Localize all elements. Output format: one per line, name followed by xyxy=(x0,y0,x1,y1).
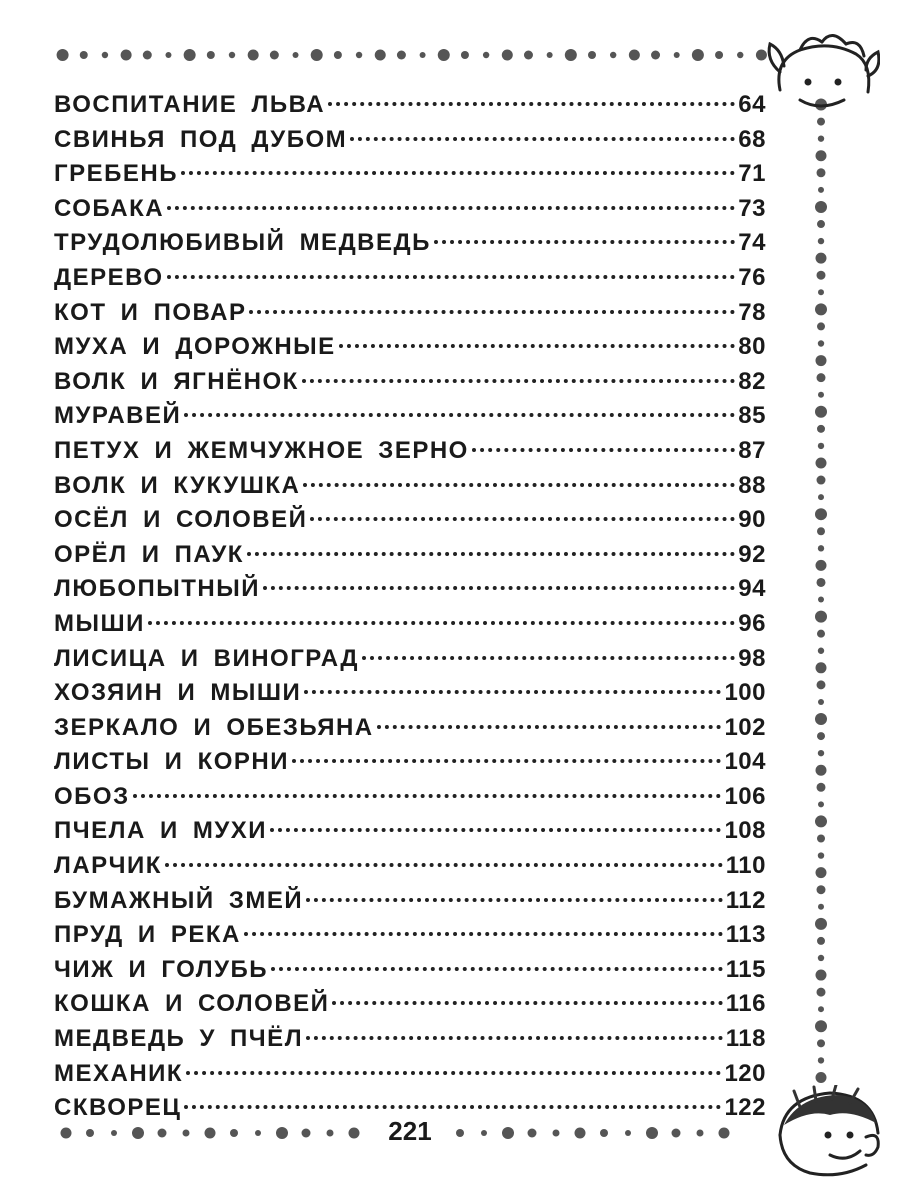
border-dot xyxy=(818,187,824,193)
toc-entry-title: МЕДВЕДЬ У ПЧЁЛ xyxy=(54,1025,304,1053)
border-dot xyxy=(818,238,824,244)
toc-entry[interactable] xyxy=(54,296,766,331)
border-dot xyxy=(815,406,827,418)
toc-entry[interactable] xyxy=(54,884,766,919)
border-dot xyxy=(456,1129,464,1137)
toc-entry-title: ДЕРЕВО xyxy=(54,263,164,291)
toc-entry-page: 122 xyxy=(724,1094,766,1122)
toc-entry-title: ГРЕБЕНЬ xyxy=(54,160,178,188)
border-dot xyxy=(815,508,827,520)
border-dot xyxy=(132,1127,144,1139)
toc-entry-title: МУРАВЕЙ xyxy=(54,402,182,430)
toc-entry-page: 90 xyxy=(738,506,766,534)
border-dot xyxy=(816,253,827,264)
toc-entry-page: 115 xyxy=(725,955,766,983)
border-dot xyxy=(818,340,824,346)
border-dot xyxy=(230,1129,238,1137)
border-dot xyxy=(102,52,108,58)
dot-leader xyxy=(302,379,736,383)
border-dot xyxy=(737,52,743,58)
toc-entry-title: БУМАЖНЫЙ ЗМЕЙ xyxy=(54,886,304,914)
border-dot xyxy=(816,150,827,161)
border-dot xyxy=(349,1128,360,1139)
border-dot xyxy=(815,918,827,930)
border-dot xyxy=(334,51,342,59)
dot-leader xyxy=(184,413,735,417)
border-dot xyxy=(818,597,824,603)
border-dot xyxy=(674,52,680,58)
toc-entry-page: 80 xyxy=(738,333,766,361)
toc-entry[interactable] xyxy=(54,157,766,192)
toc-entry[interactable] xyxy=(54,123,766,158)
dot-leader xyxy=(306,898,723,902)
dot-leader xyxy=(249,310,735,314)
dot-leader xyxy=(332,1001,722,1005)
border-dot xyxy=(57,49,69,61)
border-dot xyxy=(816,1072,827,1083)
toc-entry-title: ЗЕРКАЛО И ОБЕЗЬЯНА xyxy=(54,713,374,741)
toc-entry[interactable] xyxy=(54,745,766,780)
toc-entry-title: КОШКА И СОЛОВЕЙ xyxy=(54,990,330,1018)
border-dot xyxy=(483,52,489,58)
toc-entry-title: ТРУДОЛЮБИВЫЙ МЕДВЕДЬ xyxy=(54,229,431,257)
toc-entry[interactable] xyxy=(54,261,766,296)
toc-entry-page: 106 xyxy=(724,782,766,810)
dot-leader xyxy=(339,344,736,348)
border-dot xyxy=(327,1130,334,1137)
toc-entry-page: 87 xyxy=(738,436,766,464)
toc-entry-title: ОБОЗ xyxy=(54,782,130,810)
border-dot xyxy=(719,1128,730,1139)
toc-entry[interactable] xyxy=(54,642,766,677)
toc-entry-title: ЛАРЧИК xyxy=(54,852,162,880)
toc-entry-title: ЛЮБОПЫТНЫЙ xyxy=(54,575,260,603)
toc-entry[interactable] xyxy=(54,503,766,538)
border-dot xyxy=(600,1129,608,1137)
toc-entry-title: МЕХАНИК xyxy=(54,1059,184,1087)
border-dot xyxy=(817,783,826,792)
dot-leader xyxy=(181,171,735,175)
toc-entry-page: 113 xyxy=(725,921,766,949)
toc-entry[interactable] xyxy=(54,434,766,469)
border-dot xyxy=(80,51,88,59)
toc-entry-title: СВИНЬЯ ПОД ДУБОМ xyxy=(54,125,348,153)
border-dot xyxy=(61,1128,72,1139)
border-dot xyxy=(672,1129,681,1138)
toc-entry[interactable] xyxy=(54,953,766,988)
dot-leader xyxy=(434,240,735,244)
border-dot xyxy=(158,1129,167,1138)
toc-entry[interactable] xyxy=(54,226,766,261)
border-dot xyxy=(438,49,450,61)
toc-entry-page: 78 xyxy=(738,298,766,326)
border-dot xyxy=(547,52,553,58)
border-dot xyxy=(815,201,827,213)
dot-leader xyxy=(148,621,735,625)
toc-entry[interactable] xyxy=(54,88,766,123)
toc-entry-page: 110 xyxy=(725,852,766,880)
border-dot xyxy=(502,50,513,61)
toc-entry[interactable] xyxy=(54,918,766,953)
border-dot xyxy=(528,1129,537,1138)
border-dot xyxy=(817,220,825,228)
table-of-contents xyxy=(54,88,766,1126)
dot-leader xyxy=(133,794,722,798)
dot-leader xyxy=(377,725,722,729)
border-dot xyxy=(397,51,406,60)
toc-entry-page: 120 xyxy=(724,1059,766,1087)
border-dot xyxy=(818,135,824,141)
toc-entry[interactable] xyxy=(54,1022,766,1057)
border-dot xyxy=(818,545,824,551)
toc-entry-page: 104 xyxy=(724,748,766,776)
toc-entry[interactable] xyxy=(54,1057,766,1092)
border-dot xyxy=(816,662,827,673)
border-dot xyxy=(86,1129,94,1137)
border-dot xyxy=(715,51,723,59)
border-dot xyxy=(111,1130,117,1136)
toc-entry-title: ПЧЕЛА И МУХИ xyxy=(54,817,268,845)
toc-entry[interactable] xyxy=(54,469,766,504)
border-dot xyxy=(524,51,533,60)
border-dot xyxy=(270,51,279,60)
border-dot xyxy=(165,52,171,58)
border-dot xyxy=(205,1128,216,1139)
border-dot xyxy=(816,867,827,878)
border-dot xyxy=(184,49,196,61)
dot-leader xyxy=(165,863,723,867)
dot-leader xyxy=(292,759,721,763)
dot-leader xyxy=(350,137,735,141)
toc-entry-title: ВОСПИТАНИЕ ЛЬВА xyxy=(54,91,326,118)
border-dot xyxy=(229,52,235,58)
border-dot xyxy=(311,49,323,61)
toc-entry[interactable] xyxy=(54,780,766,815)
toc-entry-page: 118 xyxy=(725,1025,766,1053)
toc-entry-page: 82 xyxy=(738,367,766,395)
toc-entry[interactable] xyxy=(54,607,766,642)
toc-entry-title: КОТ И ПОВАР xyxy=(54,298,247,326)
toc-entry-page: 64 xyxy=(738,91,766,118)
toc-entry-page: 73 xyxy=(738,194,766,222)
border-dot xyxy=(817,168,826,177)
border-dot xyxy=(248,50,259,61)
border-dot xyxy=(461,51,469,59)
toc-entry-title: ОСЁЛ И СОЛОВЕЙ xyxy=(54,506,308,534)
border-dot xyxy=(646,1127,658,1139)
border-dot xyxy=(375,50,386,61)
border-dot xyxy=(293,52,299,58)
toc-entry-title: СОБАКА xyxy=(54,194,165,222)
dot-leader xyxy=(184,1105,721,1109)
girl-face-icon xyxy=(760,20,880,110)
dot-leader xyxy=(362,656,735,660)
border-dot xyxy=(817,476,826,485)
toc-entry-page: 92 xyxy=(738,540,766,568)
toc-entry-page: 102 xyxy=(724,713,766,741)
border-dot xyxy=(817,835,825,843)
toc-entry-page: 85 xyxy=(738,402,766,430)
border-dot xyxy=(818,699,824,705)
border-dot xyxy=(817,937,825,945)
border-dot xyxy=(818,904,824,910)
border-dot xyxy=(817,373,826,382)
dot-leader xyxy=(186,1071,721,1075)
border-dot xyxy=(815,611,827,623)
dot-leader xyxy=(304,690,721,694)
toc-entry-title: ХОЗЯИН И МЫШИ xyxy=(54,679,302,707)
border-dot xyxy=(818,852,824,858)
border-dot xyxy=(692,49,704,61)
toc-entry[interactable] xyxy=(54,676,766,711)
border-dot xyxy=(302,1129,311,1138)
dot-leader xyxy=(244,932,723,936)
toc-entry-page: 112 xyxy=(725,886,766,914)
border-dot xyxy=(502,1127,514,1139)
border-dot xyxy=(817,322,825,330)
page-number: 221 xyxy=(388,1116,432,1146)
toc-entry-title: МУХА И ДОРОЖНЫЕ xyxy=(54,333,336,361)
dot-leader xyxy=(310,517,735,521)
toc-entry-page: 74 xyxy=(738,229,766,257)
toc-entry-title: ПРУД И РЕКА xyxy=(54,921,241,949)
border-dot xyxy=(255,1130,261,1136)
border-dot xyxy=(207,51,215,59)
dot-leader xyxy=(167,275,736,279)
toc-entry-title: ПЕТУХ И ЖЕМЧУЖНОЕ ЗЕРНО xyxy=(54,436,469,464)
dotted-border-top xyxy=(52,42,772,68)
border-dot xyxy=(818,392,824,398)
border-dot xyxy=(818,801,824,807)
border-dot xyxy=(818,750,824,756)
border-dot xyxy=(818,289,824,295)
toc-entry-page: 68 xyxy=(738,125,766,153)
border-dot xyxy=(651,51,660,60)
border-dot xyxy=(625,1130,631,1136)
boy-face-icon xyxy=(770,1085,885,1180)
border-dot xyxy=(481,1130,487,1136)
toc-entry[interactable] xyxy=(54,192,766,227)
toc-entry-title: ЛИСИЦА И ВИНОГРАД xyxy=(54,644,360,672)
border-dot xyxy=(815,303,827,315)
toc-entry[interactable] xyxy=(54,538,766,573)
toc-entry-title: ОРЁЛ И ПАУК xyxy=(54,540,244,568)
border-dot xyxy=(420,52,426,58)
border-dot xyxy=(816,765,827,776)
border-dot xyxy=(276,1127,288,1139)
border-dot xyxy=(817,578,826,587)
dotted-border-right xyxy=(808,96,834,1086)
border-dot xyxy=(565,49,577,61)
toc-entry[interactable] xyxy=(54,399,766,434)
dot-leader xyxy=(247,552,735,556)
border-dot xyxy=(818,443,824,449)
border-dot xyxy=(816,560,827,571)
toc-entry-title: ЛИСТЫ И КОРНИ xyxy=(54,748,289,776)
toc-entry[interactable] xyxy=(54,365,766,400)
toc-entry-page: 108 xyxy=(724,817,766,845)
dot-leader xyxy=(306,1036,723,1040)
toc-entry-page: 76 xyxy=(738,263,766,291)
toc-entry-title: МЫШИ xyxy=(54,609,145,637)
border-dot xyxy=(817,630,825,638)
border-dot xyxy=(815,815,827,827)
border-dot xyxy=(610,52,616,58)
border-dot xyxy=(816,355,827,366)
border-dot xyxy=(121,50,132,61)
border-dot xyxy=(818,1006,824,1012)
dot-leader xyxy=(167,206,735,210)
border-dot xyxy=(553,1130,560,1137)
border-dot xyxy=(815,1020,827,1032)
toc-entry-page: 71 xyxy=(738,160,766,188)
border-dot xyxy=(817,118,825,126)
dot-leader xyxy=(270,828,721,832)
border-dot xyxy=(815,713,827,725)
toc-entry[interactable] xyxy=(54,711,766,746)
border-dot xyxy=(818,648,824,654)
toc-entry-page: 116 xyxy=(725,990,766,1018)
border-dot xyxy=(816,970,827,981)
border-dot xyxy=(629,50,640,61)
border-dot xyxy=(818,494,824,500)
border-dot xyxy=(817,885,826,894)
border-dot xyxy=(817,680,826,689)
dot-leader xyxy=(328,102,735,106)
dot-leader xyxy=(303,483,735,487)
border-dot xyxy=(817,425,825,433)
toc-entry[interactable] xyxy=(54,987,766,1022)
border-dot xyxy=(818,1057,824,1063)
toc-entry-title: ЧИЖ И ГОЛУБЬ xyxy=(54,955,269,983)
border-dot xyxy=(817,988,826,997)
dot-leader xyxy=(263,586,735,590)
toc-entry-page: 100 xyxy=(724,679,766,707)
border-dot xyxy=(817,1039,825,1047)
border-dot xyxy=(818,955,824,961)
border-dot xyxy=(817,271,826,280)
dot-leader xyxy=(472,448,735,452)
toc-entry-page: 94 xyxy=(738,575,766,603)
border-dot xyxy=(817,527,825,535)
toc-entry-title: СКВОРЕЦ xyxy=(54,1094,182,1122)
border-dot xyxy=(588,51,596,59)
toc-entry[interactable] xyxy=(54,330,766,365)
dot-leader xyxy=(271,967,723,971)
toc-entry-title: ВОЛК И ЯГНЁНОК xyxy=(54,367,299,395)
border-dot xyxy=(697,1130,704,1137)
toc-entry-page: 96 xyxy=(738,609,766,637)
toc-entry[interactable] xyxy=(54,572,766,607)
toc-entry-page: 88 xyxy=(738,471,766,499)
border-dot xyxy=(143,51,152,60)
border-dot xyxy=(575,1128,586,1139)
toc-entry[interactable] xyxy=(54,814,766,849)
toc-entry-title: ВОЛК И КУКУШКА xyxy=(54,471,301,499)
border-dot xyxy=(817,732,825,740)
toc-entry-page: 98 xyxy=(738,644,766,672)
border-dot xyxy=(183,1130,190,1137)
border-dot xyxy=(356,52,362,58)
border-dot xyxy=(816,457,827,468)
toc-entry[interactable] xyxy=(54,849,766,884)
